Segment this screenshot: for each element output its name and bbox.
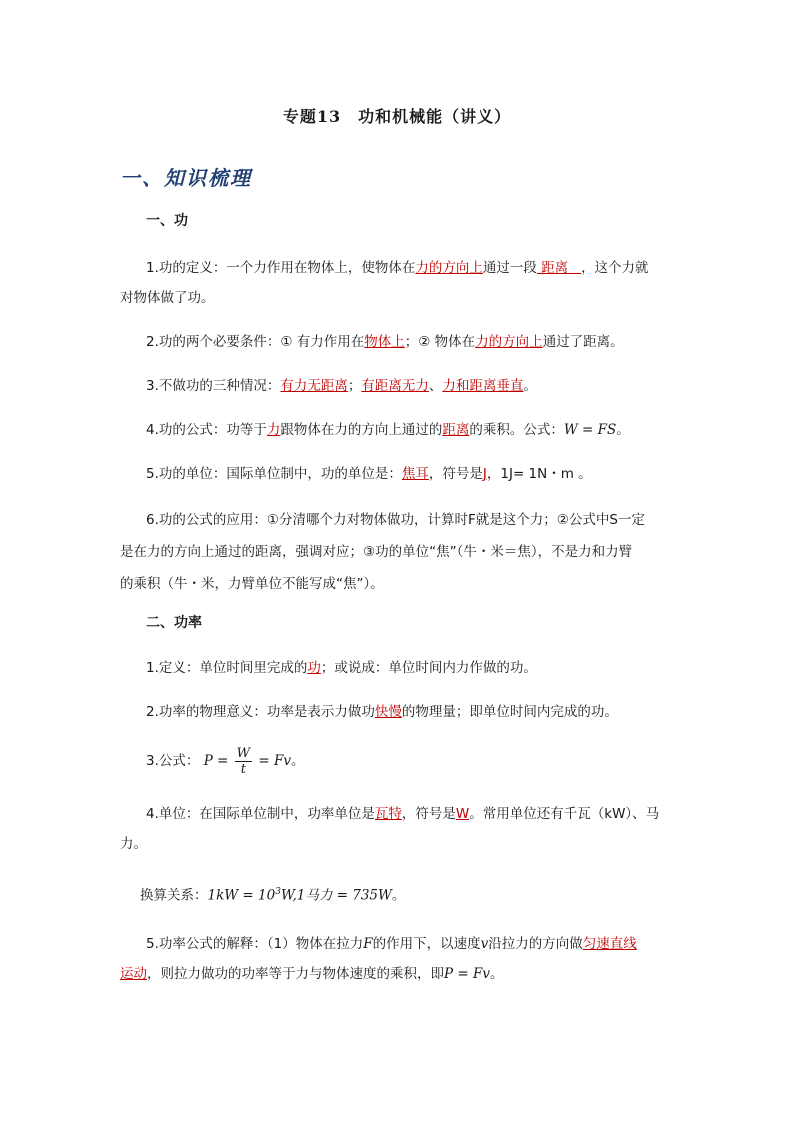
- work-unit: 5.功的单位：国际单位制中，功的单位是：焦耳，符号是J，1J= 1N・m 。: [146, 466, 592, 482]
- answer-blank: 距离: [442, 422, 470, 438]
- answer-blank: 力的方向上: [415, 260, 483, 276]
- answer-blank: 瓦特: [374, 806, 402, 822]
- answer-blank: 运动: [120, 966, 147, 982]
- no-work-cases: 3.不做功的三种情况：有力无距离；有距离无力、力和距离垂直。: [146, 378, 537, 394]
- power-explanation-line1: 5.功率公式的解释：（1）物体在拉力F的作用下，以速度v沿拉力的方向做匀速直线: [146, 936, 637, 952]
- section-heading: 一、知识梳理: [120, 166, 252, 190]
- power-meaning: 2.功率的物理意义：功率是表示力做功快慢的物理量；即单位时间内完成的功。: [146, 704, 618, 720]
- formula-fraction: $\frac{W}{t}$: [236, 745, 251, 777]
- answer-blank: 力和距离垂直: [442, 378, 524, 394]
- formula-w-fs: W = FS: [563, 422, 617, 438]
- answer-blank: 有力无距离: [280, 378, 348, 394]
- answer-blank: 物体上: [364, 334, 405, 350]
- subheading-power: 二、功率: [146, 615, 202, 631]
- work-application-line1: 6.功的公式的应用：①分清哪个力对物体做功，计算时F就是这个力；②公式中S一定: [146, 512, 645, 528]
- answer-blank: 焦耳: [401, 466, 429, 482]
- work-definition-line1: 1.功的定义：一个力作用在物体上，使物体在力的方向上通过一段 距离 ，这个力就: [146, 260, 649, 276]
- power-explanation-line2: 运动，则拉力做功的功率等于力与物体速度的乘积，即P = Fv。: [120, 966, 504, 982]
- answer-blank: 匀速直线: [582, 936, 637, 952]
- answer-blank: J: [482, 466, 487, 482]
- work-definition-line2: 对物体做了功。: [120, 290, 215, 306]
- answer-blank: 距离: [541, 260, 569, 276]
- power-unit-line2: 力。: [120, 836, 147, 852]
- answer-blank: 功: [307, 660, 321, 676]
- work-formula: 4.功的公式：功等于力跟物体在力的方向上通过的距离的乘积。公式：W = FS。: [146, 422, 630, 438]
- answer-blank: 快慢: [374, 704, 402, 720]
- subheading-work: 一、功: [146, 213, 188, 229]
- power-formula: 3.公式： P = $\frac{W}{t}$ = Fv。: [146, 745, 305, 777]
- answer-blank: 力: [266, 422, 281, 438]
- answer-blank: 力的方向上: [475, 334, 543, 350]
- work-conditions: 2.功的两个必要条件：① 有力作用在物体上；② 物体在力的方向上通过了距离。: [146, 334, 624, 350]
- power-unit-line1: 4.单位：在国际单位制中，功率单位是瓦特，符号是W。常用单位还有千瓦（kW）、马: [146, 806, 660, 822]
- work-application-line3: 的乘积（牛・米，力臂单位不能写成“焦”）。: [120, 576, 384, 592]
- answer-blank: 有距离无力: [361, 378, 429, 394]
- power-definition: 1.定义：单位时间里完成的功；或说成：单位时间内力作做的功。: [146, 660, 537, 676]
- work-application-line2: 是在力的方向上通过的距离，强调对应；③功的单位“焦”（牛・米＝焦），不是力和力臂: [120, 544, 633, 560]
- answer-blank: W: [455, 806, 470, 822]
- page-title: 专题13 功和机械能（讲义）: [282, 107, 512, 126]
- unit-conversion: 换算关系：$1kW = 10^3W,1$马力 = 735W。: [140, 887, 406, 904]
